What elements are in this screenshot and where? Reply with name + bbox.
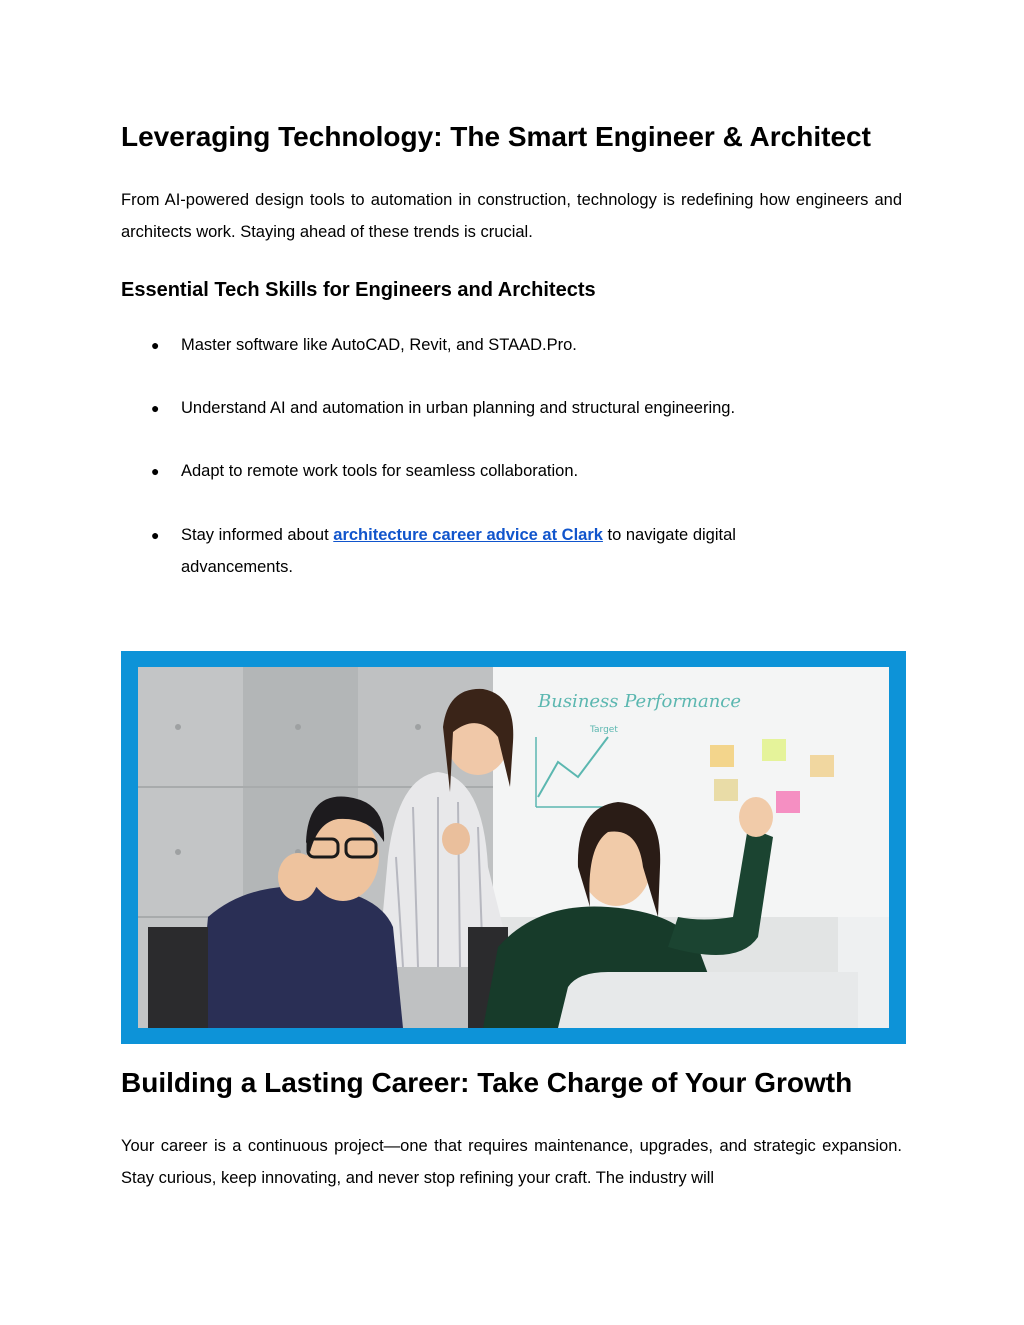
- clark-career-advice-link[interactable]: architecture career advice at Clark: [333, 526, 603, 544]
- subheading-tech-skills: Essential Tech Skills for Engineers and Architects: [121, 279, 596, 301]
- bullet-icon: ●: [151, 337, 160, 353]
- whiteboard-target-text: Target: [590, 725, 618, 735]
- list-item-text: [181, 520, 821, 583]
- team-photo-frame: [121, 651, 906, 1044]
- document-page: [121, 0, 902, 1325]
- list-item-text: Master software like AutoCAD, Revit, and STAAD.Pro.: [181, 336, 577, 354]
- bullet-icon: ●: [151, 463, 160, 479]
- list-item-text-after: to navigate digital advancements.: [181, 526, 736, 576]
- list-item-text-before: Stay informed about: [181, 526, 334, 544]
- career-paragraph: Your career is a continuous project—one that requires maintenance, upgrades, and strategic expansion. Stay curious, keep innovating, and never stop refining your craft. The industry will: [121, 1137, 902, 1187]
- bullet-icon: ●: [151, 400, 160, 416]
- whiteboard-text: Business Performance: [538, 691, 742, 712]
- intro-paragraph: From AI-powered design tools to automation in construction, technology is redefining how engineers and architects work. Staying ahead of these trends is crucial.: [121, 191, 902, 241]
- section-title-technology: Leveraging Technology: The Smart Engineer & Architect: [121, 121, 871, 152]
- list-item-text: Understand AI and automation in urban planning and structural engineering.: [181, 399, 736, 417]
- team-celebration-photo: [138, 667, 889, 1028]
- section-title-career: Building a Lasting Career: Take Charge of Your Growth: [121, 1067, 853, 1098]
- bullet-icon: ●: [151, 527, 160, 543]
- list-item-text: Adapt to remote work tools for seamless collaboration.: [181, 462, 579, 480]
